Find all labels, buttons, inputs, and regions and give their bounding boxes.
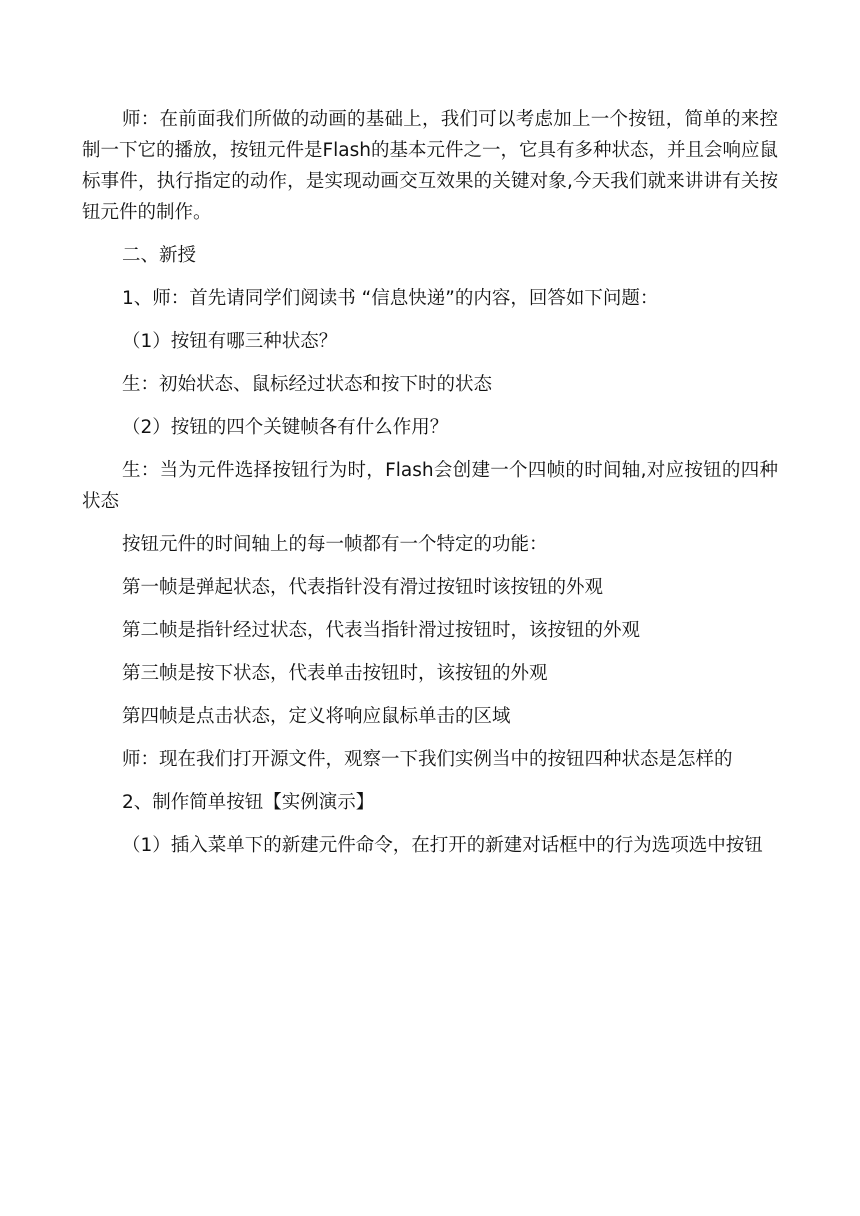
- step-1: （1）插入菜单下的新建元件命令，在打开的新建对话框中的行为选项选中按钮: [122, 835, 763, 856]
- section-heading-new-lesson: 二、新授: [122, 245, 197, 266]
- paragraph-intro: 师：在前面我们所做的动画的基础上，我们可以考虑加上一个按钮，简单的来控制一下它的播放，按钮元件是Flash的基本元件之一，它具有多种状态，并且会响应鼠标事件，执行指定的动作，是实现动画交互效果的关键对象,今天我们就来讲讲有关按钮元件的制作。: [82, 109, 779, 223]
- answer-2: 生：当为元件选择按钮行为时，Flash会创建一个四帧的时间轴,对应按钮的四种状态: [82, 460, 778, 512]
- frame-2-description: 第二帧是指针经过状态，代表当指针滑过按钮时，该按钮的外观: [122, 620, 641, 641]
- paragraph-frames-intro: 按钮元件的时间轴上的每一帧都有一个特定的功能：: [122, 534, 548, 555]
- document-body: [82, 104, 778, 873]
- question-2: （2）按钮的四个关键帧各有什么作用？: [122, 417, 449, 438]
- frame-4-description: 第四帧是点击状态，定义将响应鼠标单击的区域: [122, 706, 511, 727]
- answer-1: 生：初始状态、鼠标经过状态和按下时的状态: [122, 374, 493, 395]
- paragraph-question-intro: 1、师：首先请同学们阅读书 “信息快递”的内容，回答如下问题：: [122, 288, 659, 309]
- frame-3-description: 第三帧是按下状态，代表单击按钮时，该按钮的外观: [122, 663, 548, 684]
- question-1: （1）按钮有哪三种状态？: [122, 331, 338, 352]
- section-heading-make-button: 2、制作简单按钮【实例演示】: [122, 792, 375, 813]
- frame-1-description: 第一帧是弹起状态，代表指针没有滑过按钮时该按钮的外观: [122, 577, 604, 598]
- paragraph-open-source: 师：现在我们打开源文件，观察一下我们实例当中的按钮四种状态是怎样的: [122, 749, 733, 770]
